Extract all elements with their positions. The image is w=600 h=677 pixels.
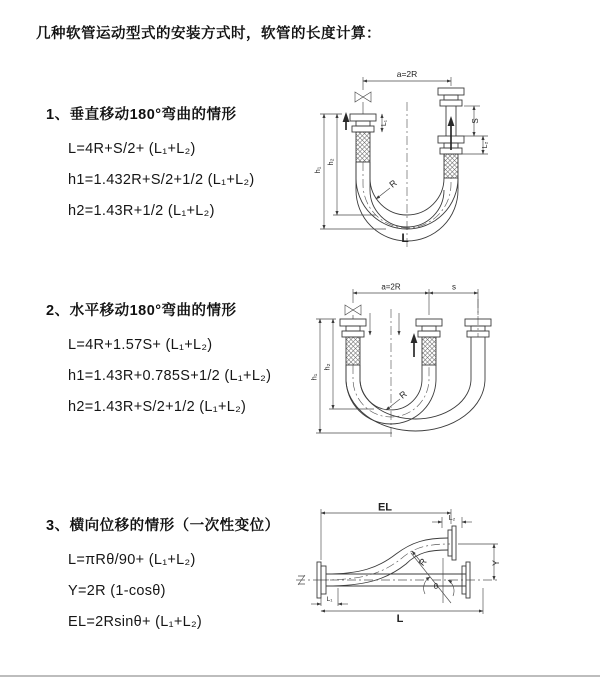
fitting-left-label: L₁	[326, 596, 333, 603]
span-label: a=2R	[396, 69, 418, 79]
stroke-label: s	[452, 282, 456, 292]
formula-length: L=4R+S/2+ (L₁+L₂)	[68, 141, 196, 157]
section-2-heading: 2、水平移动180°弯曲的情形	[46, 303, 237, 319]
formula-offset: Y=2R (1-cosθ)	[68, 583, 166, 599]
valve-icon	[355, 92, 371, 114]
fitting-left-label: L₁	[381, 119, 388, 127]
span-label: a=2R	[381, 282, 401, 292]
section-horizontal-180-bend	[46, 299, 316, 423]
moving-flange	[448, 526, 456, 560]
formula-length: L=πRθ/90+ (L₁+L₂)	[68, 552, 196, 568]
diagram-lateral-displacement	[290, 500, 594, 650]
angle-label: θ	[433, 582, 439, 591]
radius-label: R	[397, 388, 409, 401]
h1-label: h₁	[309, 373, 319, 381]
el-label: EL	[377, 501, 393, 514]
formula-length: L=4R+1.57S+ (L₁+L₂)	[68, 337, 213, 353]
page-title: 几种软管运动型式的安装方式时，软管的长度计算：	[36, 26, 381, 42]
radius-label: R	[416, 556, 429, 568]
formula-h2: h2=1.43R+1/2 (L₁+L₂)	[68, 203, 215, 219]
fixed-pipe	[350, 114, 376, 162]
offset-label: Y	[491, 559, 501, 567]
radius-label: R	[387, 177, 399, 190]
formula-effective-length: EL=2Rsinθ+ (L₁+L₂)	[68, 614, 203, 630]
section-1-heading: 1、垂直移动180°弯曲的情形	[46, 107, 237, 123]
moving-pipe	[438, 88, 464, 178]
formula-h1: h1=1.43R+0.785S+1/2 (L₁+L₂)	[68, 368, 272, 384]
hose-bends	[346, 337, 485, 431]
fitting-right-label: L₂	[448, 515, 456, 522]
diagram-vertical-180-bend	[306, 66, 590, 266]
stroke-label: S	[471, 118, 480, 124]
h2-label: h₂	[326, 158, 335, 166]
section-vertical-180-bend	[46, 103, 316, 227]
diagram-horizontal-180-bend	[306, 281, 590, 461]
h1-label: h₁	[313, 166, 322, 174]
moving-pipe-position-1	[416, 319, 442, 365]
section-3-heading: 3、横向位移的情形（一次性变位）	[46, 518, 280, 534]
valve-icon	[345, 305, 361, 319]
length-label: L	[401, 231, 409, 245]
hose-s-curve	[320, 538, 450, 586]
fitting-right-label: L₂	[482, 141, 489, 149]
formula-h1: h1=1.432R+S/2+1/2 (L₁+L₂)	[68, 172, 255, 188]
h2-label: h₂	[322, 363, 332, 371]
formula-h2: h2=1.43R+S/2+1/2 (L₁+L₂)	[68, 399, 247, 415]
fixed-pipe	[340, 319, 366, 365]
motion-arrow-icon	[343, 112, 350, 130]
section-lateral-displacement	[46, 514, 316, 638]
motion-arrow-icon	[411, 333, 418, 357]
length-label: L	[396, 613, 404, 625]
